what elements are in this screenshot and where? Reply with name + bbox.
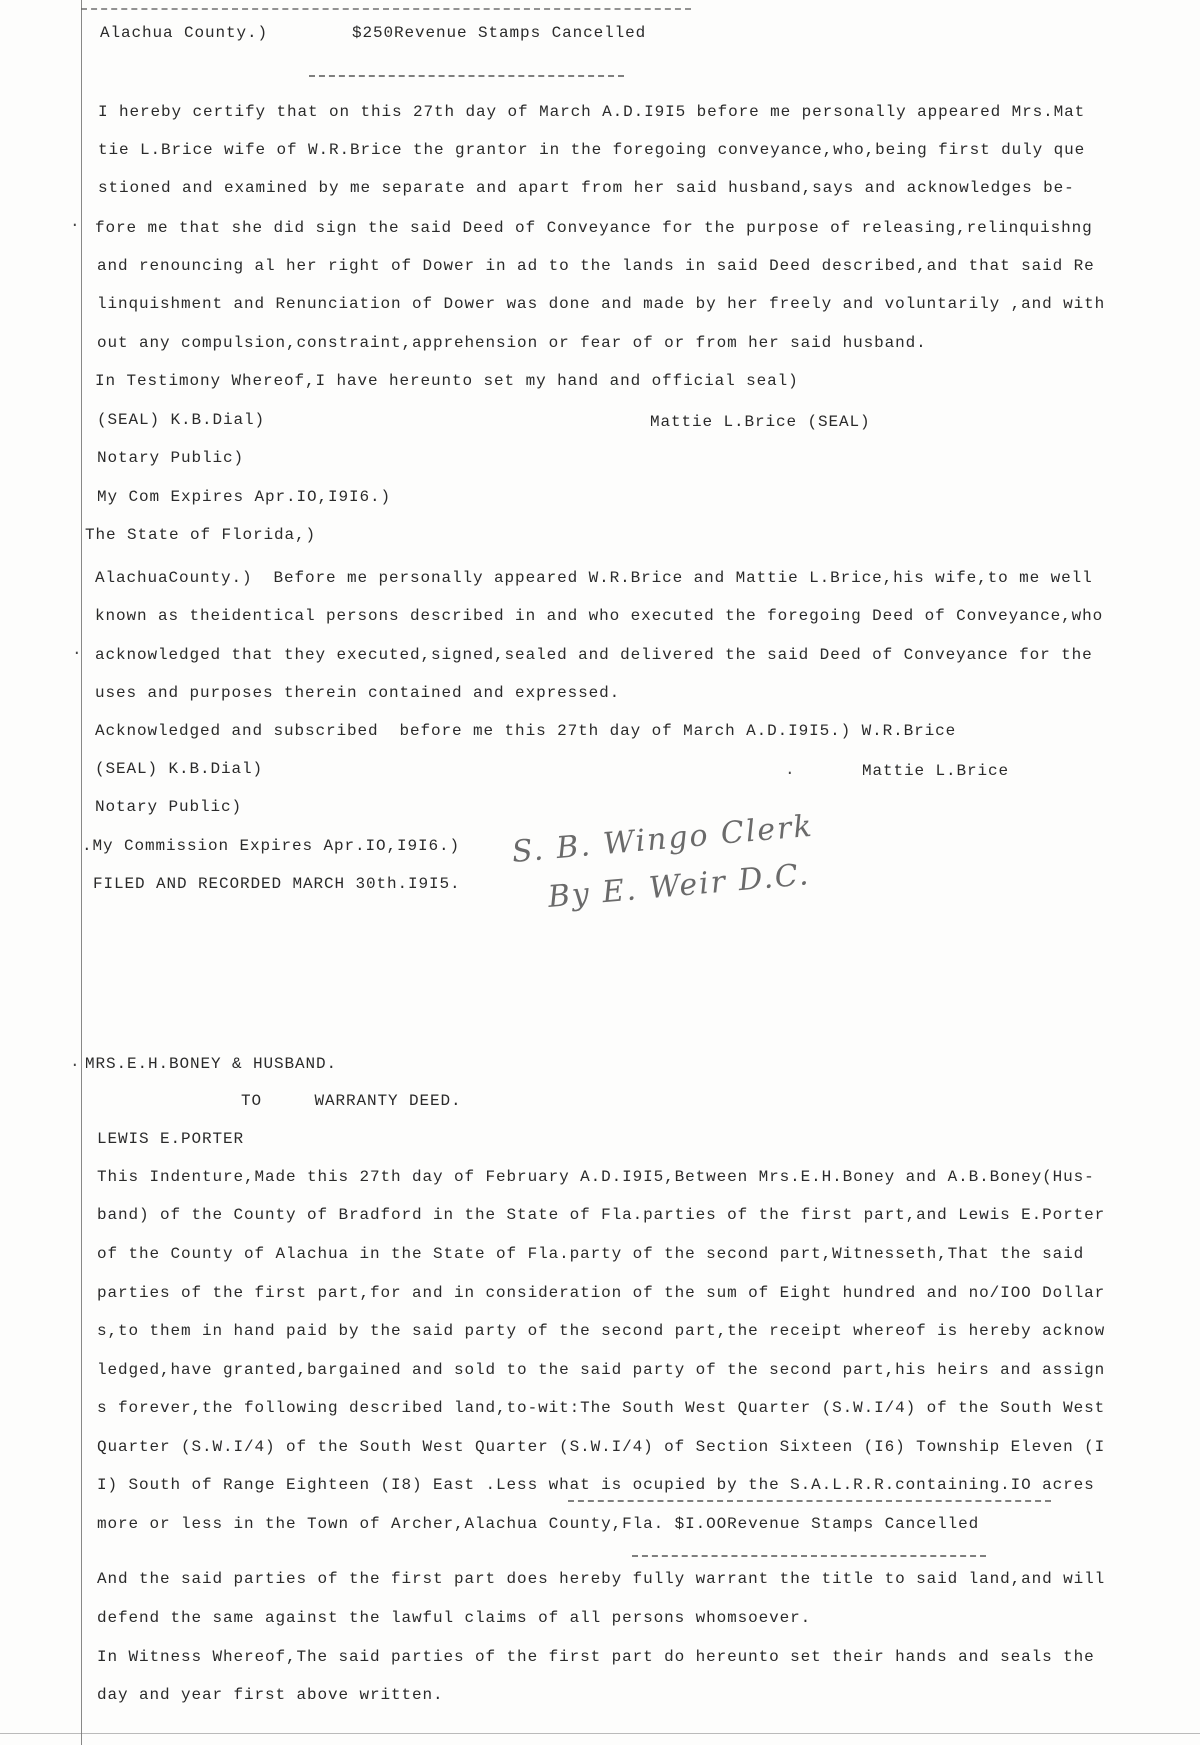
acknowledgment-line-4: uses and purposes therein contained and expressed. (95, 684, 621, 702)
acknowledgment-line-3: acknowledged that they executed,signed,sealed and delivered the said Deed of Conveyance for the (95, 646, 1093, 664)
certificate-line-5: and renouncing al her right of Dower in ad to the lands in said Deed described,and that said Re (97, 257, 1095, 275)
warranty-line-2: defend the same against the lawful claims of all persons whomsoever. (97, 1609, 812, 1627)
testimony-line: In Testimony Whereof,I have hereunto set my hand and official seal) (95, 372, 799, 390)
clerk-signature: S. B. Wingo Clerk (510, 808, 815, 870)
acknowledgment-line-1: AlachuaCounty.) Before me personally appeared W.R.Brice and Mattie L.Brice,his wife,to me well (95, 569, 1093, 587)
indenture-line-3: of the County of Alachua in the State of Fla.party of the second part,Witnesseth,That the said (97, 1245, 1085, 1263)
commission-expiry-line-2: .My Commission Expires Apr.IO,I9I6.) (82, 837, 461, 855)
margin-dot: . (72, 641, 82, 659)
certificate-line-3: stioned and examined by me separate and apart from her said husband,says and acknowledges be- (98, 179, 1075, 197)
certificate-line-1: I hereby certify that on this 27th day of March A.D.I9I5 before me personally appeared Mrs.Mat (98, 103, 1086, 121)
separator-dot: . (785, 761, 795, 779)
indenture-line-7: s forever,the following described land,to-wit:The South West Quarter (S.W.I/4) of the South West (97, 1399, 1106, 1417)
commission-expiry-line: My Com Expires Apr.IO,I9I6.) (97, 488, 392, 506)
indenture-line-9: I) South of Range Eighteen (I8) East .Less what is ocupied by the S.A.L.R.R.containing.IO acres (97, 1476, 1095, 1494)
warranty-line-1: And the said parties of the first part does hereby fully warrant the title to said land,and will (97, 1570, 1106, 1588)
acknowledged-subscribed-line: Acknowledged and subscribed before me this 27th day of March A.D.I9I5.) W.R.Brice (95, 722, 957, 740)
stamp-dashed-underline-2 (632, 1555, 986, 1557)
deed-type-heading: TO WARRANTY DEED. (241, 1092, 462, 1110)
stamp-dashed-overline (568, 1500, 1051, 1502)
acknowledgment-line-2: known as theidentical persons described in and who executed the foregoing Deed of Conveyance,who (95, 607, 1104, 625)
indenture-line-8: Quarter (S.W.I/4) of the South West Quarter (S.W.I/4) of Section Sixteen (I6) Township Eleven (I (97, 1438, 1106, 1456)
notary-seal-line-2: (SEAL) K.B.Dial) (95, 760, 264, 778)
state-line: The State of Florida,) (85, 526, 317, 544)
wife-signature-2: Mattie L.Brice (862, 762, 1010, 780)
grantor-wife-signature: Mattie L.Brice (SEAL) (650, 413, 871, 431)
deputy-clerk-signature: By E. Weir D.C. (546, 857, 812, 915)
grantor-heading: MRS.E.H.BONEY & HUSBAND. (85, 1055, 338, 1073)
bottom-edge-rule (0, 1733, 1200, 1734)
county-stamp-line: Alachua County.) $250Revenue Stamps Cancelled (100, 24, 647, 42)
margin-dot: . (70, 213, 80, 231)
filed-recorded-line: FILED AND RECORDED MARCH 30th.I9I5. (93, 875, 461, 893)
notary-seal-line: (SEAL) K.B.Dial) (97, 411, 266, 429)
certificate-line-4: fore me that she did sign the said Deed of Conveyance for the purpose of releasing,relinquishng (95, 219, 1093, 237)
left-margin-rule (81, 0, 82, 1745)
certificate-line-7: out any compulsion,constraint,apprehension or fear of or from her said husband. (97, 334, 927, 352)
witness-line-2: day and year first above written. (97, 1686, 444, 1704)
certificate-line-2: tie L.Brice wife of W.R.Brice the grantor in the foregoing conveyance,who,being first duly que (98, 141, 1086, 159)
indenture-line-2: band) of the County of Bradford in the State of Fla.parties of the first part,and Lewis E.Porter (97, 1206, 1106, 1224)
indenture-line-5: s,to them in hand paid by the said party of the second part,the receipt whereof is hereby acknow (97, 1322, 1106, 1340)
certificate-line-6: linquishment and Renunciation of Dower was done and made by her freely and voluntarily ,and with (97, 295, 1106, 313)
grantee-heading: LEWIS E.PORTER (97, 1130, 245, 1148)
indenture-line-4: parties of the first part,for and in consideration of the sum of Eight hundred and no/IOO Dollar (97, 1284, 1106, 1302)
notary-title-2: Notary Public) (95, 798, 243, 816)
indenture-line-6: ledged,have granted,bargained and sold to the said party of the second part,his heirs and assign (97, 1361, 1106, 1379)
indenture-line-1: This Indenture,Made this 27th day of February A.D.I9I5,Between Mrs.E.H.Boney and A.B.Boney(Hus- (97, 1168, 1095, 1186)
notary-title: Notary Public) (97, 449, 245, 467)
witness-line-1: In Witness Whereof,The said parties of the first part do hereunto set their hands and seals the (97, 1648, 1095, 1666)
stamp-dashed-underline (309, 75, 624, 77)
top-dashed-rule (81, 8, 691, 10)
margin-dot: . (70, 1053, 80, 1071)
indenture-line-10: more or less in the Town of Archer,Alachua County,Fla. $I.OORevenue Stamps Cancelled (97, 1515, 980, 1533)
